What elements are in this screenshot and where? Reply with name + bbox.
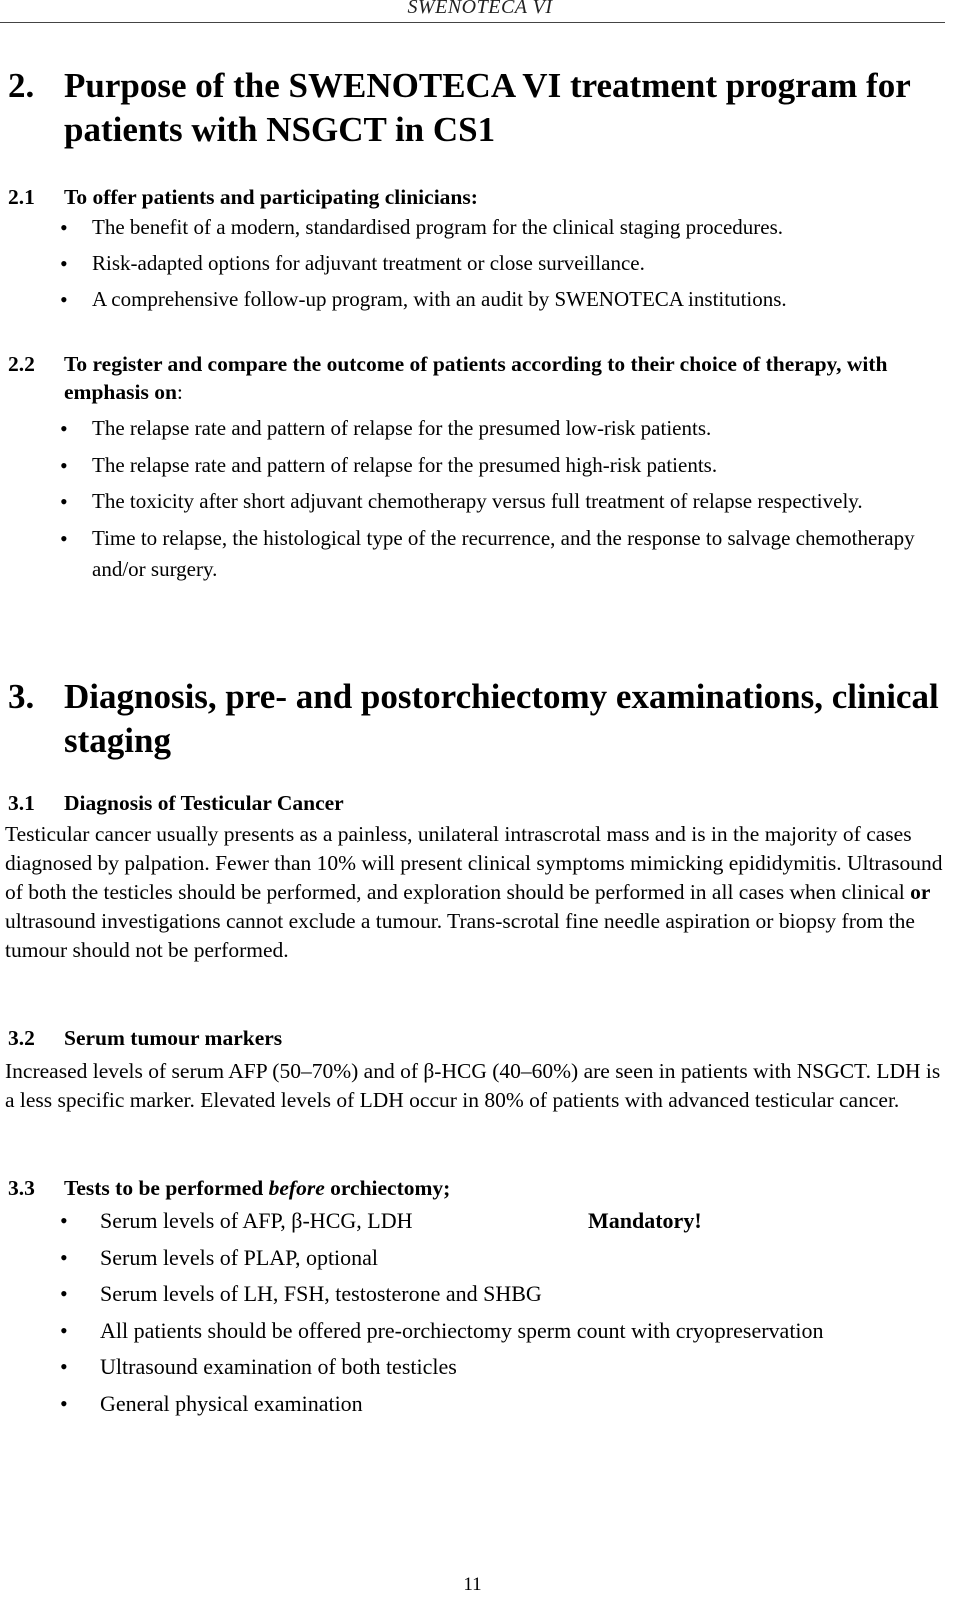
subsection-title: Diagnosis of Testicular Cancer [64,791,344,815]
subsection-number: 2.1 [8,185,35,209]
mandatory-label: Mandatory! [588,1208,702,1233]
subsection-title: Serum tumour markers [64,1026,283,1050]
section-number: 2. [8,66,35,105]
list-item: • The toxicity after short adjuvant chemotherapy versus full treatment of relapse respectively. [60,486,920,517]
purpose-offer-list [60,212,920,315]
list-item: • Serum levels of PLAP, optional [60,1240,940,1277]
bullet-icon: • [60,1244,68,1270]
subsection-title: To register and compare the outcome of patients according to their choice of therapy, with emphasis on: [64,352,888,404]
list-item: • Serum levels of LH, FSH, testosterone and SHBG [60,1276,940,1313]
bullet-icon: • [60,1317,68,1343]
bullet-icon: • [60,1281,68,1306]
bullet-icon: • [60,215,68,240]
bullet-icon: • [60,1208,68,1233]
tumour-markers-paragraph: Increased levels of serum AFP (50–70%) and of β-HCG (40–60%) are seen in patients with NSGCT. LDH is a less specific marker. Elevated levels of LDH occur in 80% of patients with advanced testicular cancer. [5,1059,941,1112]
list-item: • Ultrasound examination of both testicles [60,1349,940,1386]
outcome-emphasis-list [60,413,920,590]
list-item: • The benefit of a modern, standardised program for the clinical staging procedures. [60,212,920,243]
list-item: • The relapse rate and pattern of relapse for the presumed high-risk patients. [60,450,920,481]
subsection-number: 2.2 [8,352,35,376]
section-number: 3. [8,677,35,716]
bullet-icon: • [60,287,68,312]
list-item: • General physical examination [60,1386,940,1423]
section-title: Purpose of the SWENOTECA VI treatment program for patients with NSGCT in CS1 [64,66,911,149]
subsection-title: Tests to be performed before orchiectomy; [64,1176,451,1200]
section-title: Diagnosis, pre- and postorchiectomy examinations, clinical staging [64,677,939,760]
bullet-icon: • [60,1354,68,1379]
list-item: • Risk-adapted options for adjuvant treatment or close surveillance. [60,248,920,279]
list-item: • Serum levels of AFP, β-HCG, LDH Mandatory! [60,1203,940,1240]
subsection-number: 3.1 [8,791,35,815]
running-header: SWENOTECA VI [407,0,553,18]
header-rule [0,22,945,23]
bullet-icon: • [60,452,68,478]
subsection-title: To offer patients and participating clinicians: [64,185,478,209]
page-number: 11 [463,1574,482,1595]
bullet-icon: • [60,525,68,551]
subsection-number: 3.3 [8,1176,35,1200]
bullet-icon: • [60,1390,68,1416]
list-item: • The relapse rate and pattern of relapse for the presumed low-risk patients. [60,413,920,444]
list-item: • Time to relapse, the histological type of the recurrence, and the response to salvage chemotherapy and/or surgery. [60,523,920,585]
pre-orchiectomy-tests-list [60,1203,940,1422]
diagnosis-paragraph: Testicular cancer usually presents as a painless, unilateral intrascrotal mass and is in the majority of cases diagnosed by palpation. Fewer than 10% will present clinical symptoms mimicking epididymitis. Ultrasound of both the testicles should be performed, and exploration should be performed in all cases when clinical or ultrasound investigations cannot exclude a tumour. Trans-scrotal fine needle aspiration or biopsy from the tumour should not be performed. [5,822,943,962]
bullet-icon: • [60,251,68,276]
subsection-number: 3.2 [8,1026,35,1050]
bullet-icon: • [60,416,68,441]
bullet-icon: • [60,489,68,514]
list-item: • All patients should be offered pre-orchiectomy sperm count with cryopreservation [60,1313,940,1350]
list-item: • A comprehensive follow-up program, with an audit by SWENOTECA institutions. [60,284,920,315]
